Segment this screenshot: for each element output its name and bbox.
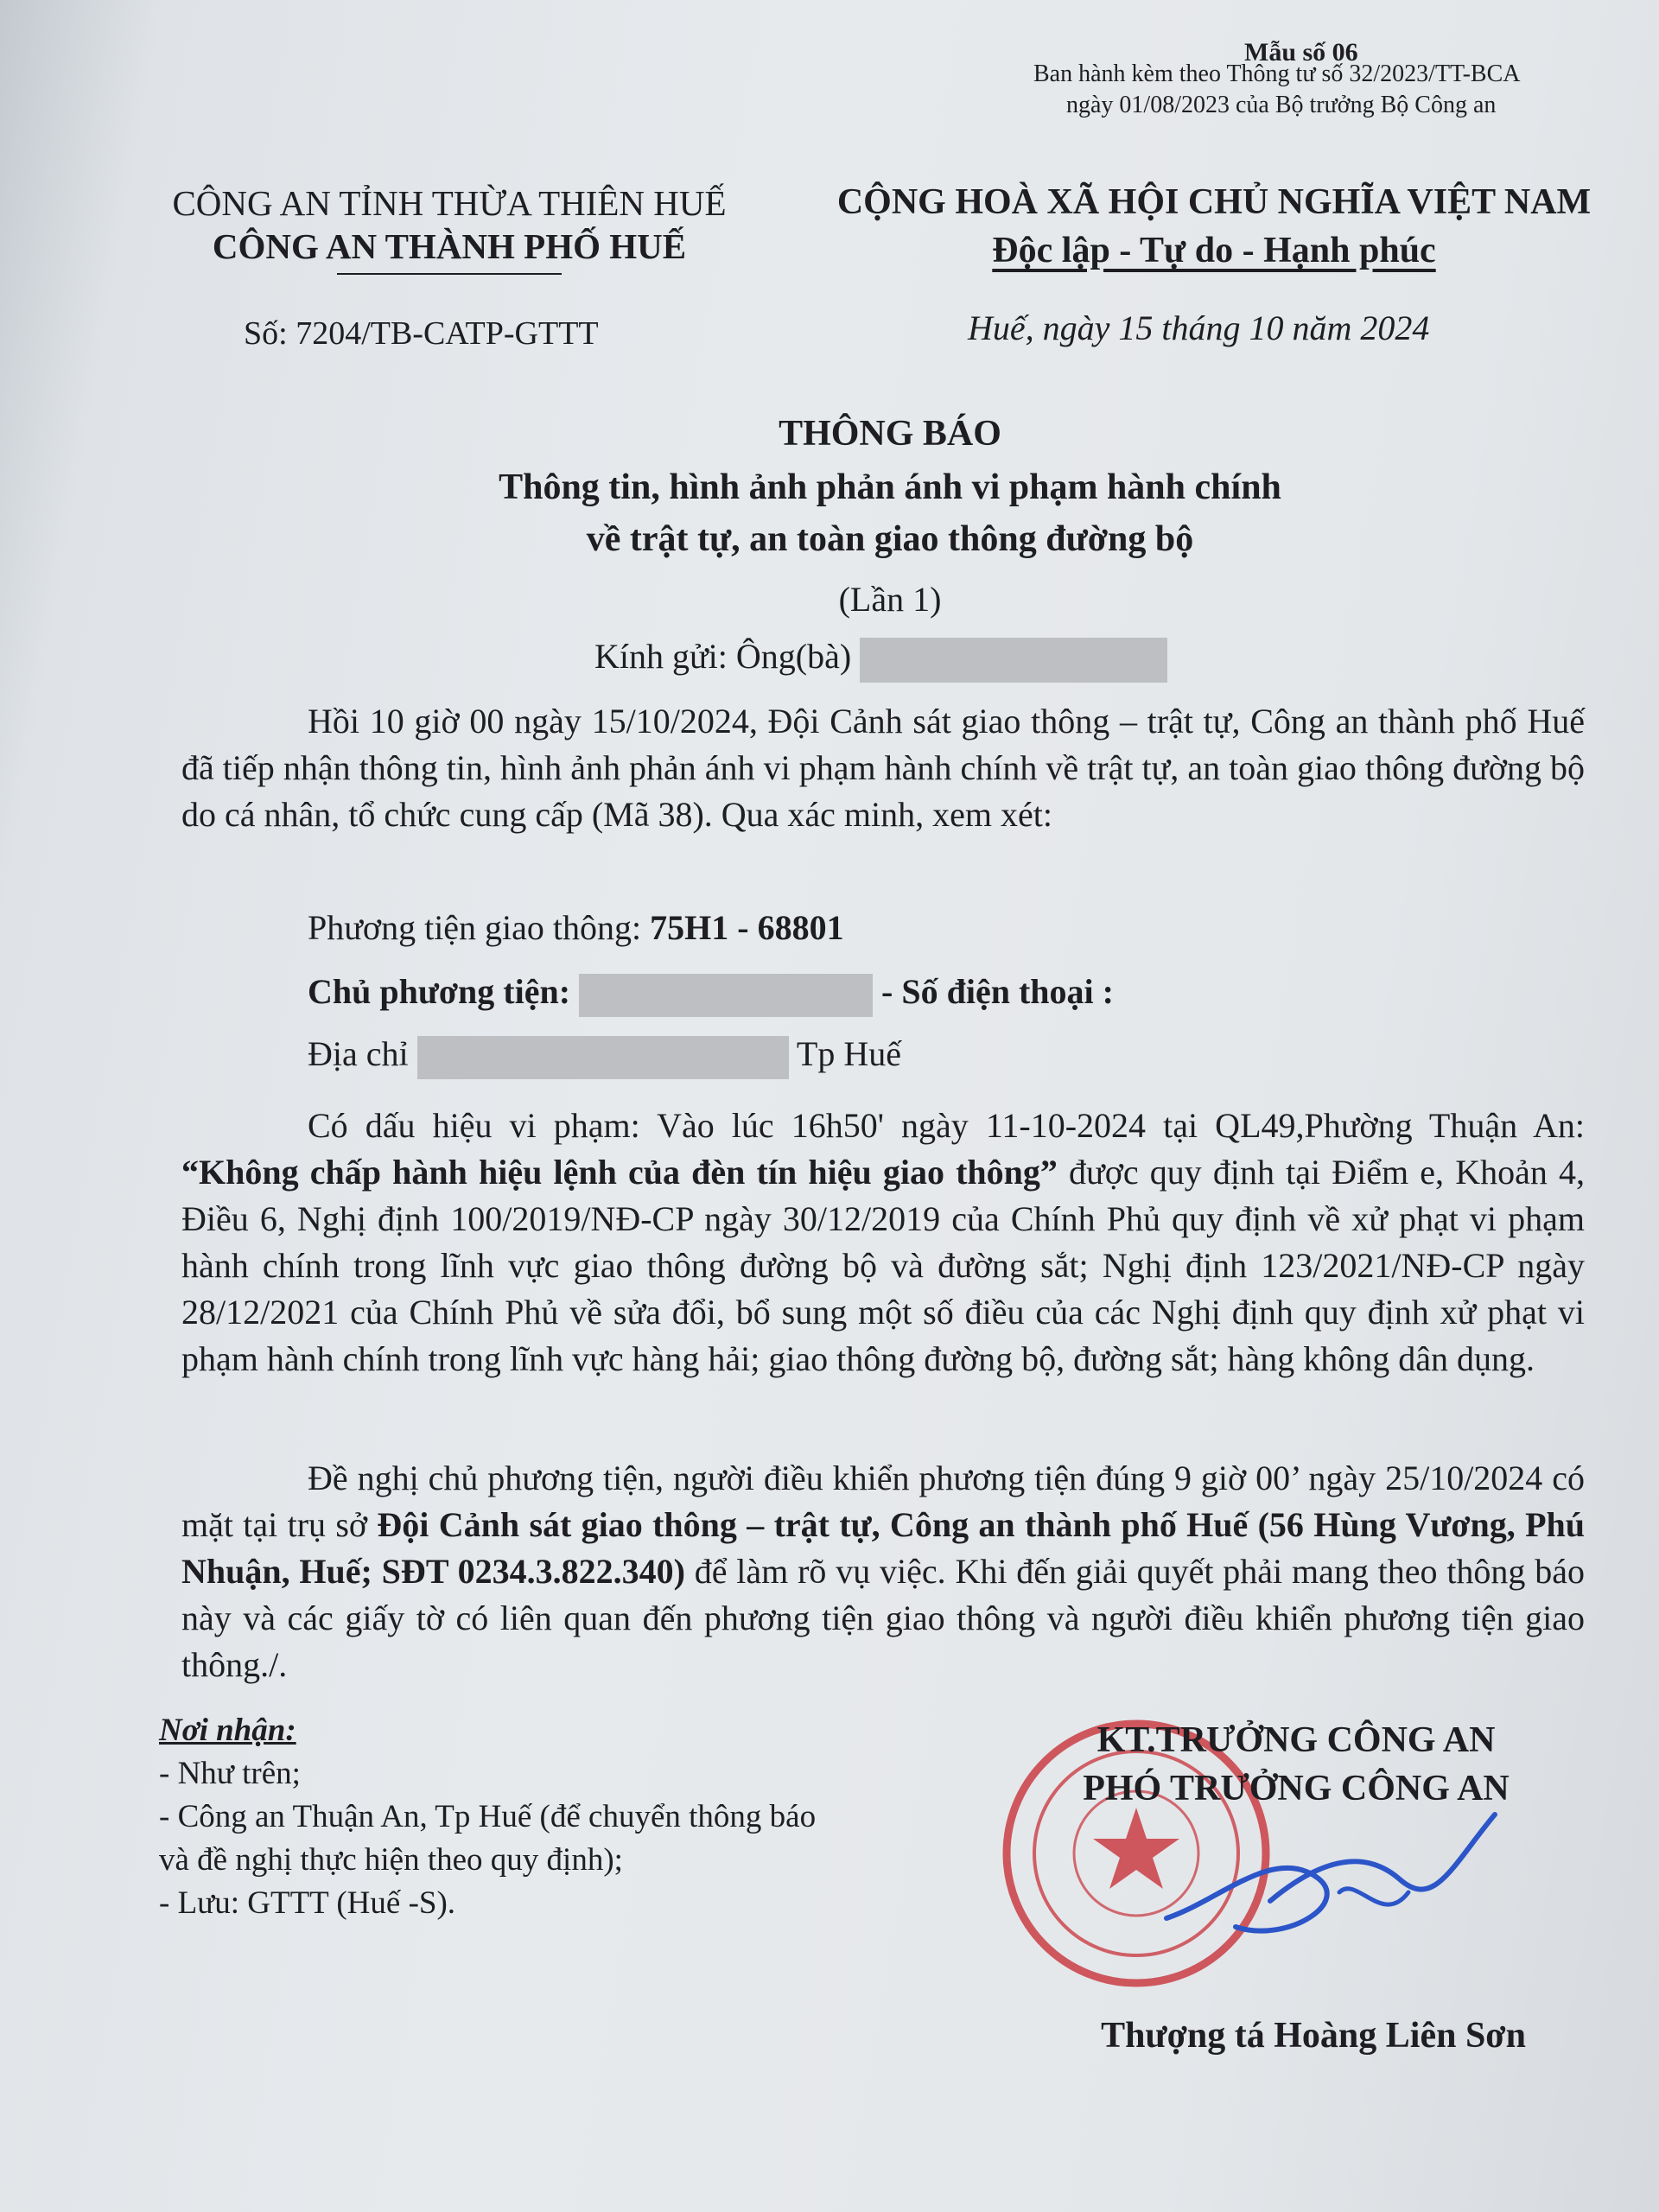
signatory-title-1: KT.TRƯỞNG CÔNG AN <box>1096 1720 1496 1760</box>
national-header <box>786 178 1642 275</box>
violation-paragraph <box>181 1103 1585 1382</box>
address-label: Địa chỉ <box>308 1034 409 1073</box>
signatory-name: Thượng tá Hoàng Liên Sơn <box>1101 2016 1526 2056</box>
form-issuance-date-line: ngày 01/08/2023 của Bộ trưởng Bộ Công an <box>1066 92 1497 118</box>
owner-line <box>308 971 1114 1017</box>
owner-label: Chủ phương tiện: <box>308 972 571 1011</box>
document-subtitle-1: Thông tin, hình ảnh phản ánh vi phạm hành chính <box>499 467 1281 507</box>
recipients-block <box>159 1709 816 1925</box>
summons-instructions: để làm rõ vụ việc. Khi đến giải quyết phải mang theo thông báo này và các giấy tờ có liên quan đến phương tiện giao thông và người điều khiển phương tiện giao thông./. <box>181 1552 1586 1684</box>
redacted-recipient-name <box>860 638 1167 683</box>
document-reference-number: Số: 7204/TB-CATP-GTTT <box>244 315 599 352</box>
parent-agency: CÔNG AN TỈNH THỪA THIÊN HUẾ <box>172 183 727 223</box>
recipient-item: - Công an Thuận An, Tp Huế (để chuyển thông báo <box>159 1799 817 1834</box>
recipient-item: - Lưu: GTTT (Huế -S). <box>159 1885 456 1921</box>
recipients-heading: Nơi nhận: <box>159 1713 296 1748</box>
intro-paragraph: Hồi 10 giờ 00 ngày 15/10/2024, Đội Cảnh sát giao thông – trật tự, Công an thành phố Huế đã tiếp nhận thông tin, hình ảnh phản ánh vi phạm hành chính về trật tự, an toàn giao thông đường bộ do cá nhân, tổ chức cung cấp (Mã 38). Qua xác minh, xem xét: <box>181 702 1585 834</box>
recipient-item: và đề nghị thực hiện theo quy định); <box>159 1842 623 1878</box>
address-line <box>308 1033 901 1079</box>
agency-underline <box>337 273 562 275</box>
violation-legal-basis: được quy định tại Điểm e, Khoản 4, Điều 6, Nghị định 100/2019/NĐ-CP ngày 30/12/2019 của Chính Phủ quy định về xử phạt vi phạm hành chính trong lĩnh vực giao thông đường bộ và đường sắt; Nghị định 123/2021/NĐ-CP ngày 28/12/2021 của Chính Phủ về sửa đổi, bổ sung một số điều của các Nghị định quy định xử phạt vi phạm hành chính trong lĩnh vực hàng hải; giao thông đường bộ, đường sắt; hàng không dân dụng. <box>181 1153 1585 1378</box>
document-subtitle-2: về trật tự, an toàn giao thông đường bộ <box>586 519 1194 559</box>
license-plate: 75H1 - 68801 <box>650 908 844 947</box>
document-title: THÔNG BÁO <box>779 414 1001 454</box>
violation-intro: Có dấu hiệu vi phạm: Vào lúc 16h50' ngày 11-10-2024 tại QL49,Phường Thuận An: <box>308 1106 1585 1145</box>
national-motto: Độc lập - Tự do - Hạnh phúc <box>992 231 1436 270</box>
vehicle-line <box>308 907 844 948</box>
form-issuance-line: Ban hành kèm theo Thông tư số 32/2023/TT-BCA <box>1033 60 1521 87</box>
notice-round: (Lần 1) <box>838 580 942 619</box>
salutation <box>594 636 1167 683</box>
phone-label: - Số điện thoại : <box>873 972 1114 1011</box>
redacted-address <box>417 1036 789 1079</box>
summons-intro: Đề nghị chủ phương tiện, người điều khiển phương tiện đúng 9 giờ 00’ ngày 25/10/2024 có mặt tại trụ sở <box>181 1459 1585 1544</box>
document-date: Huế, ngày 15 tháng 10 năm 2024 <box>968 308 1430 347</box>
issuing-agency-header <box>104 181 795 275</box>
summons-office: Đội Cảnh sát giao thông – trật tự, Công an thành phố Huế (56 Hùng Vương, Phú Nhuận, Huế; SĐT 0234.3.822.340) <box>181 1505 1585 1591</box>
issuing-agency: CÔNG AN THÀNH PHỐ HUẾ <box>212 226 687 266</box>
violation-description: “Không chấp hành hiệu lệnh của đèn tín hiệu giao thông” <box>181 1153 1058 1192</box>
address-city: Tp Huế <box>796 1034 901 1073</box>
form-number: Mẫu số 06 <box>1244 38 1358 67</box>
recipient-item: - Như trên; <box>159 1756 301 1791</box>
handwritten-signature <box>1141 1797 1503 1970</box>
redacted-owner-name <box>579 974 873 1017</box>
signatory-title-2: PHÓ TRƯỞNG CÔNG AN <box>1083 1769 1510 1808</box>
country-name: CỘNG HOÀ XÃ HỘI CHỦ NGHĨA VIỆT NAM <box>836 182 1592 222</box>
summons-paragraph <box>181 1455 1585 1688</box>
salutation-label: Kính gửi: Ông(bà) <box>594 637 852 676</box>
vehicle-label: Phương tiện giao thông: <box>308 908 651 947</box>
